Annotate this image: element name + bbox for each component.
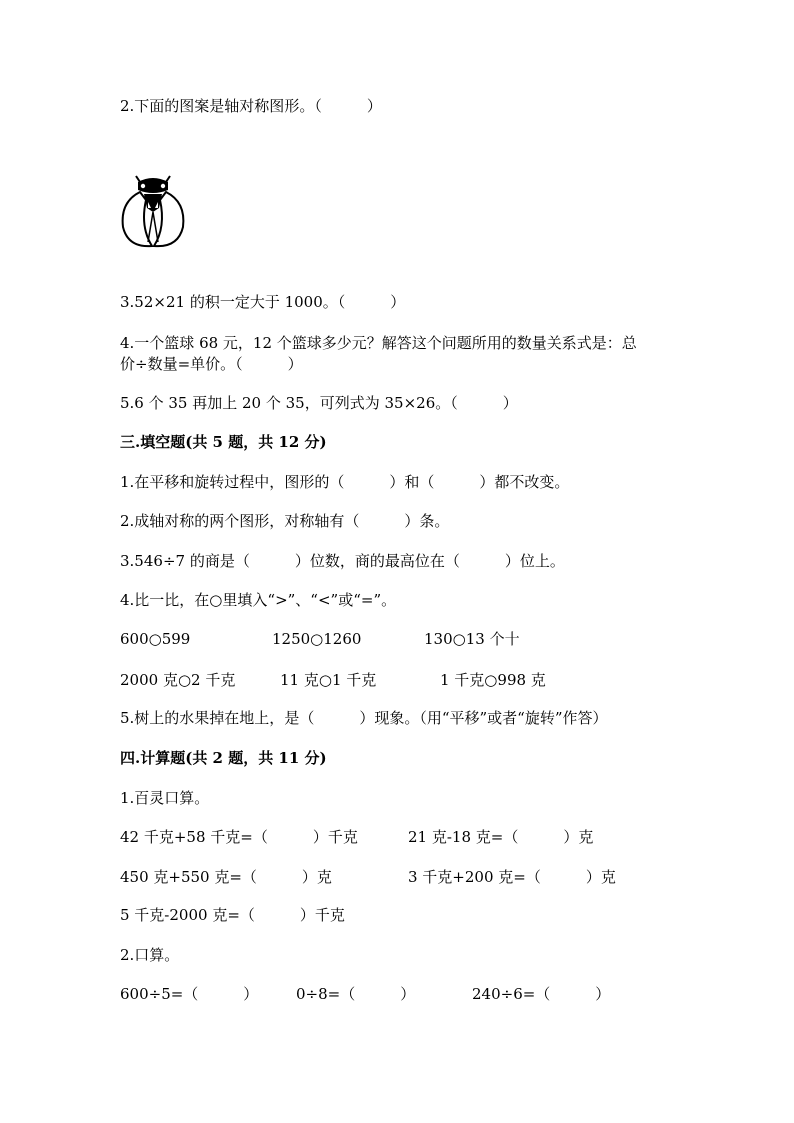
cicada-figure	[118, 172, 188, 252]
compare-item: 1 千克○998 克	[440, 671, 546, 689]
compare-item: 1250○1260	[272, 630, 362, 648]
compare-item: 600○599	[120, 630, 191, 648]
compare-item: 2000 克○2 千克	[120, 671, 236, 689]
judge-question-3: 3.52×21 的积一定大于 1000。（ ）	[120, 293, 406, 311]
judge-question-4-line2: 价÷数量=单价。（ ）	[120, 355, 303, 373]
calc-item: 42 千克+58 千克=（ ）千克	[120, 828, 358, 846]
calc-item: 21 克-18 克=（ ）克	[408, 828, 594, 846]
compare-item: 130○13 个十	[424, 630, 520, 648]
calc-section-heading: 四.计算题(共 2 题，共 11 分)	[120, 749, 327, 767]
calc-item: 5 千克-2000 克=（ ）千克	[120, 906, 345, 924]
fill-question-1: 1.在平移和旋转过程中，图形的（ ）和（ ）都不改变。	[120, 473, 570, 491]
fill-question-2: 2.成轴对称的两个图形，对称轴有（ ）条。	[120, 512, 450, 530]
judge-question-2: 2.下面的图案是轴对称图形。（ ）	[120, 97, 382, 115]
judge-question-4-line1: 4.一个篮球 68 元，12 个篮球多少元？解答这个问题所用的数量关系式是：总	[120, 334, 637, 352]
calc-item: 600÷5=（ ）	[120, 985, 259, 1003]
calc-question-2: 2.口算。	[120, 946, 180, 964]
judge-question-5: 5.6 个 35 再加上 20 个 35，可列式为 35×26。（ ）	[120, 394, 518, 412]
calc-item: 240÷6=（ ）	[472, 985, 611, 1003]
compare-item: 11 克○1 千克	[280, 671, 377, 689]
calc-item: 3 千克+200 克=（ ）克	[408, 868, 616, 886]
fill-question-5: 5.树上的水果掉在地上，是（ ）现象。（用“平移”或者“旋转”作答）	[120, 709, 608, 727]
calc-item: 0÷8=（ ）	[296, 985, 416, 1003]
fill-question-4: 4.比一比，在○里填入“>”、“<”或“=”。	[120, 591, 397, 609]
calc-question-1: 1.百灵口算。	[120, 789, 210, 807]
fill-section-heading: 三.填空题(共 5 题，共 12 分)	[120, 433, 327, 451]
calc-item: 450 克+550 克=（ ）克	[120, 868, 332, 886]
fill-question-3: 3.546÷7 的商是（ ）位数，商的最高位在（ ）位上。	[120, 552, 565, 570]
